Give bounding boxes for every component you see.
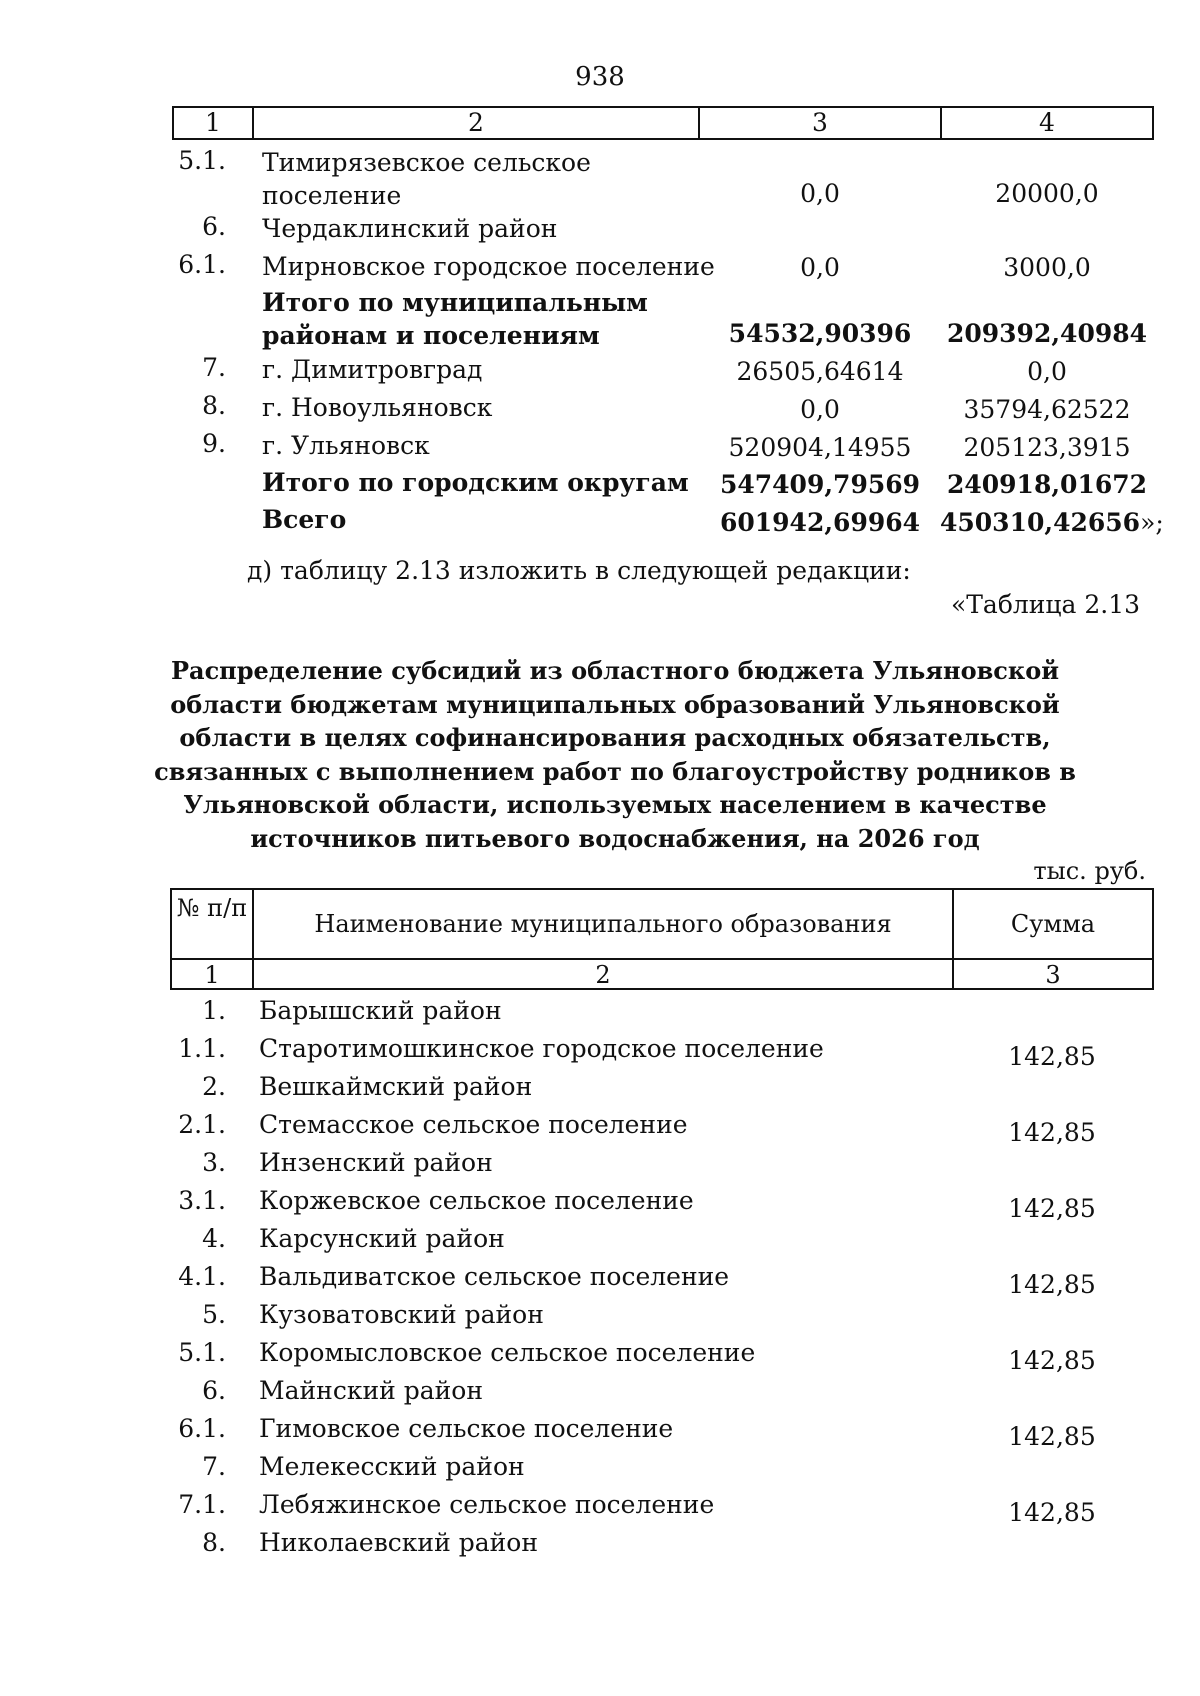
- row-name: Коржевское сельское поселение: [259, 1186, 694, 1215]
- row-name: Кузоватовский район: [259, 1300, 544, 1329]
- row-value: 142,85: [1008, 1422, 1096, 1451]
- table-label: «Таблица 2.13: [950, 590, 1140, 619]
- row-name: Вешкаймский район: [259, 1072, 533, 1101]
- row-number: 1.1.: [178, 1034, 226, 1063]
- closing-quote: »;: [1140, 508, 1164, 537]
- row-col3: 0,0: [800, 395, 840, 424]
- row-name: Старотимошкинское городское поселение: [259, 1034, 824, 1063]
- row-name: г. Ульяновск: [262, 431, 430, 460]
- row-col4: 205123,3915: [963, 433, 1131, 462]
- row-number: 2.1.: [178, 1110, 226, 1139]
- row-col4: 3000,0: [1003, 253, 1091, 282]
- column-index-row: [172, 958, 1152, 990]
- row-col4: 209392,40984: [946, 319, 1148, 348]
- row-col4: [940, 508, 1164, 537]
- row-name: Лебяжинское сельское поселение: [259, 1490, 715, 1519]
- row-number: 8.: [202, 391, 226, 420]
- table2-header: [170, 888, 1154, 990]
- row-col3: 601942,69964: [719, 508, 921, 537]
- table-title: Распределение субсидий из областного бюджета Ульяновской области бюджетам муниципальных образований Ульяновской области в целях софинансирования расходных обязательств, связанных с выполнением работ по благоустройству родников в Ульяновской области, используемых населением в качестве источников питьевого водоснабжения, на 2026 год: [154, 656, 1076, 853]
- row-number: 5.1.: [178, 1338, 226, 1367]
- table1-header-cell: 2: [254, 108, 700, 138]
- row-number: 9.: [202, 429, 226, 458]
- row-name: Гимовское сельское поселение: [259, 1414, 674, 1443]
- instruction-text: д) таблицу 2.13 изложить в следующей редакции:: [247, 556, 911, 585]
- row-name: Тимирязевское сельское поселение: [262, 148, 591, 210]
- row-col3: 0,0: [800, 253, 840, 282]
- row-name: Всего: [262, 505, 347, 534]
- row-col4: 240918,01672: [946, 470, 1148, 499]
- row-name: г. Димитровград: [262, 355, 483, 384]
- row-value: 142,85: [1008, 1042, 1096, 1071]
- row-name: Стемасское сельское поселение: [259, 1110, 688, 1139]
- table1-header-cell: 3: [700, 108, 942, 138]
- row-name: Коромысловское сельское поселение: [259, 1338, 756, 1367]
- column-index-cell: 1: [172, 960, 254, 990]
- row-name: Инзенский район: [259, 1148, 493, 1177]
- row-number: 8.: [202, 1528, 226, 1557]
- column-name-header: Наименование муниципального образования: [254, 890, 954, 958]
- row-name: Чердаклинский район: [262, 214, 558, 243]
- row-number: 7.1.: [178, 1490, 226, 1519]
- row-number: 4.: [202, 1224, 226, 1253]
- row-name: Мирновское городское поселение: [262, 252, 715, 281]
- row-name: Карсунский район: [259, 1224, 505, 1253]
- row-number: 1.: [202, 996, 226, 1025]
- column-index-cell: 3: [1045, 961, 1061, 989]
- row-number: 5.1.: [178, 146, 226, 175]
- row-value: 142,85: [1008, 1194, 1096, 1223]
- column-number-header: № п/п: [172, 890, 254, 958]
- row-number: 6.1.: [178, 1414, 226, 1443]
- row-col3: 547409,79569: [719, 470, 921, 499]
- page-number: 938: [575, 62, 625, 92]
- row-number: 3.: [202, 1148, 226, 1177]
- row-name: Итого по городским округам: [262, 468, 689, 497]
- column-index-cell: 2: [254, 960, 954, 990]
- table1-header-cell: 1: [174, 108, 254, 138]
- row-col3: 520904,14955: [728, 433, 912, 462]
- row-value: 142,85: [1008, 1498, 1096, 1527]
- row-number: 6.: [202, 1376, 226, 1405]
- total-value: 450310,42656: [940, 508, 1141, 537]
- row-col4: 0,0: [1027, 357, 1067, 386]
- row-number: 2.: [202, 1072, 226, 1101]
- table1-header-cell: 4: [1039, 108, 1055, 137]
- row-col3: 54532,90396: [728, 319, 912, 348]
- row-name: Мелекесский район: [259, 1452, 525, 1481]
- row-value: 142,85: [1008, 1118, 1096, 1147]
- row-col4: 35794,62522: [963, 395, 1131, 424]
- column-sum-header: Сумма: [1010, 910, 1096, 938]
- row-number: 7.: [202, 1452, 226, 1481]
- row-number: 7.: [202, 353, 226, 382]
- row-number: 6.1.: [178, 250, 226, 279]
- row-value: 142,85: [1008, 1346, 1096, 1375]
- row-number: 6.: [202, 212, 226, 241]
- row-name: Барышский район: [259, 996, 502, 1025]
- row-number: 4.1.: [178, 1262, 226, 1291]
- row-number: 3.1.: [178, 1186, 226, 1215]
- row-col3: 26505,64614: [736, 357, 904, 386]
- row-name: Николаевский район: [259, 1528, 538, 1557]
- row-col3: 0,0: [800, 179, 840, 208]
- row-col4: 20000,0: [995, 179, 1099, 208]
- row-value: 142,85: [1008, 1270, 1096, 1299]
- row-name: Вальдиватское сельское поселение: [259, 1262, 730, 1291]
- row-name: Итого по муниципальным районам и поселениям: [262, 288, 648, 350]
- table1-header-row: [172, 106, 1154, 140]
- row-number: 5.: [202, 1300, 226, 1329]
- units-label: тыс. руб.: [1033, 857, 1146, 885]
- row-name: Майнский район: [259, 1376, 484, 1405]
- row-name: г. Новоульяновск: [262, 393, 493, 422]
